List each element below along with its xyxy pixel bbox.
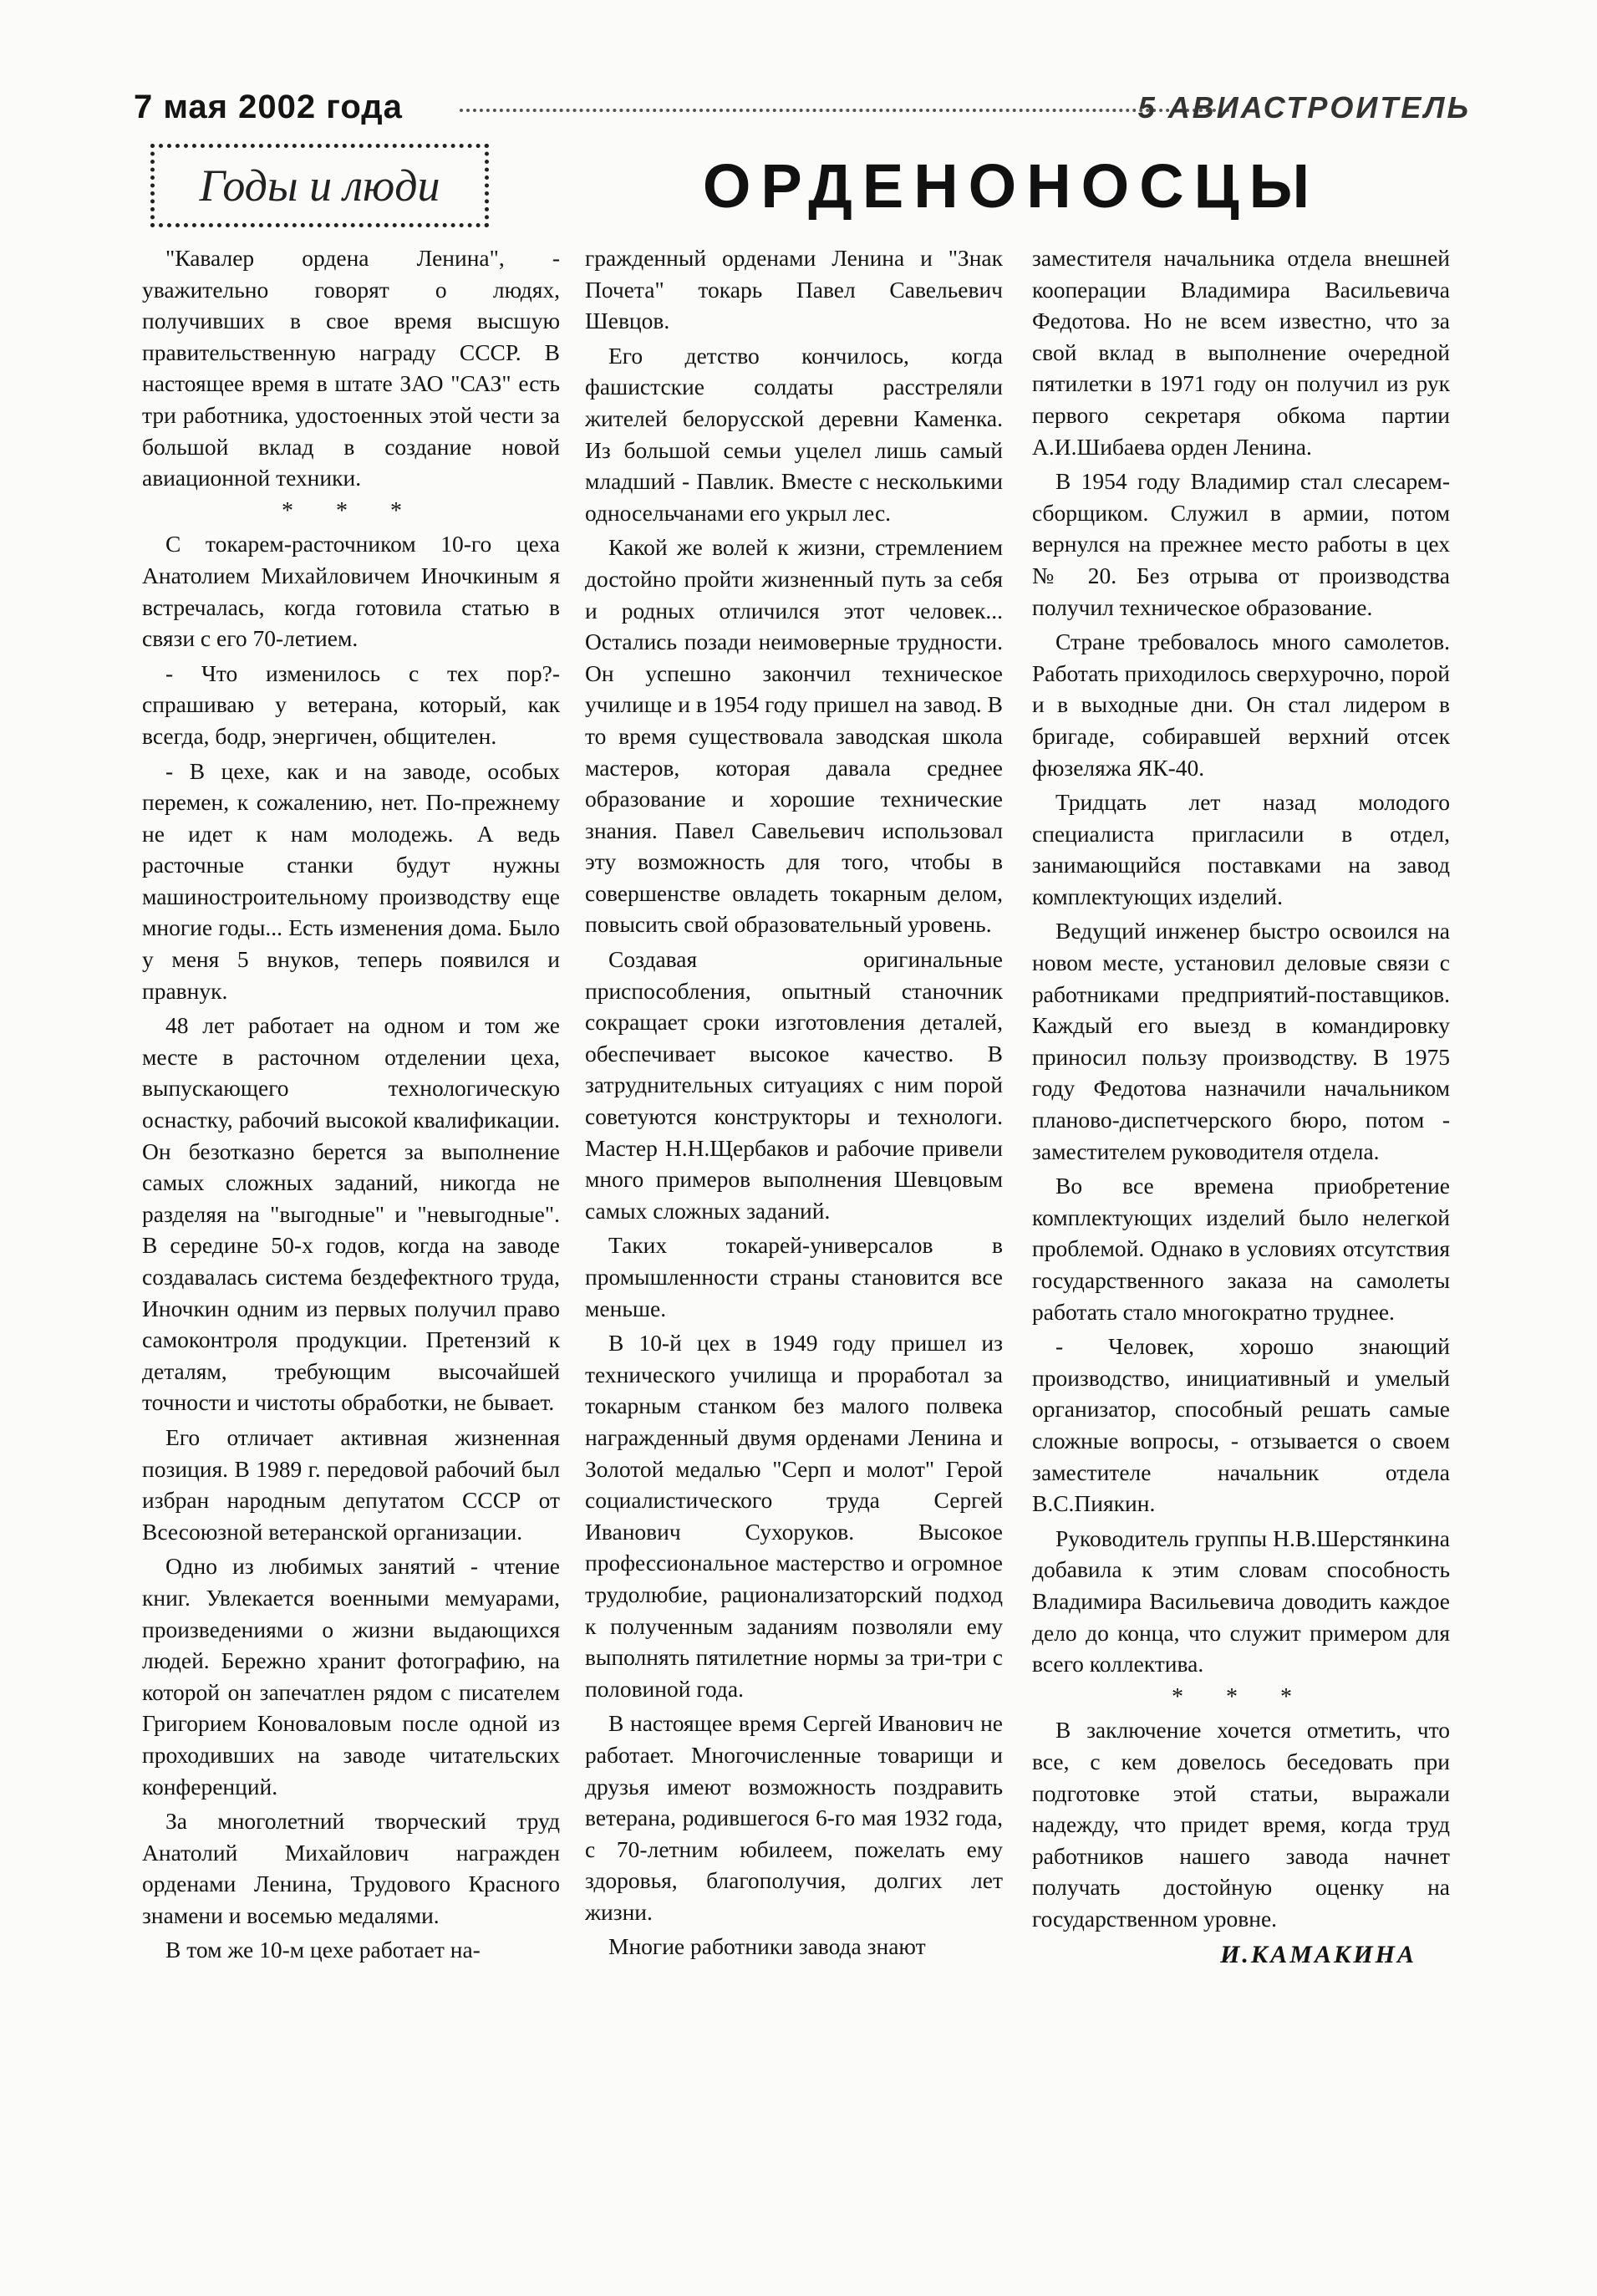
paragraph: В настоящее время Сергей Иванович не работает. Многочисленные товарищи и друзья имеют возможность поздравить ветерана, родившегося 6-го мая 1932 года, с 70-летним юбилеем, пожелать ему здоровья, благополучия, долгих лет жизни.: [585, 1710, 1003, 1925]
paragraph: Тридцать лет назад молодого специалиста пригласили в отдел, занимающийся поставками на завод комплектующих изделий.: [1032, 789, 1450, 909]
paragraph: - Что изменилось с тех пор?- спрашиваю у ветерана, который, как всегда, бодр, энергичен, общителен.: [142, 659, 560, 749]
header-divider: [460, 109, 1237, 112]
publication-name: 5 АВИАСТРОИТЕЛЬ: [1137, 90, 1471, 125]
issue-date: 7 мая 2002 года: [134, 89, 403, 125]
paragraph: В заключение хочется отметить, что все, с кем довелось беседовать при подготовке этой статьи, выражали надежду, что придет время, когда труд работников нашего завода начнет получать достойную оценку на государственном уровне.: [1032, 1717, 1450, 1932]
paragraph: Какой же волей к жизни, стремлением достойно пройти жизненный путь за себя и родных отличился этот человек... Остались позади неимоверные трудности. Он успешно закончил техническое училище и в 1954 году пришел на завод. В то время существовала заводская школа мастеров, которая давала среднее образование и хорошие технические знания. Павел Савельевич использовал эту возможность для того, чтобы в совершенстве овладеть токарным делом, повысить свой образовательный уровень.: [585, 534, 1003, 938]
author-signature: И.КАМАКИНА: [1220, 1941, 1416, 1969]
paragraph: гражденный орденами Ленина и "Знак Почета" токарь Павел Савельевич Шевцов.: [585, 245, 1003, 334]
article-column-3: [1032, 242, 1450, 1971]
paragraph: Создавая оригинальные приспособления, опытный станочник сокращает сроки изготовления деталей, обеспечивает высокое качество. В затруднительных ситуациях с ним порой советуются конструкторы и технологи. Мастер Н.Н.Щербаков и рабочие привели много примеров выполнения Шевцовым самых сложных заданий.: [585, 946, 1003, 1224]
article-headline: ОРДЕНОНОСЦЫ: [702, 151, 1320, 221]
paragraph: В 10-й цех в 1949 году пришел из технического училища и проработал за токарным станком без малого полвека награжденный двумя орденами Ленина и Золотой медалью "Серп и молот" Герой социалистического труда Сергей Иванович Сухоруков. Высокое профессиональное мастерство и огромное трудолюбие, рационализаторский подход к полученным заданиям позволяли ему выполнять пятилетние нормы за три-три с половиной года.: [585, 1330, 1003, 1702]
paragraph: В том же 10-м цехе работает на-: [165, 1937, 481, 1963]
paragraph: Во все времена приобретение комплектующих изделий было нелегкой проблемой. Однако в условиях отсутствия государственного заказа на самолеты работать стало многократно труднее.: [1032, 1173, 1450, 1325]
paragraph: "Кавалер ордена Ленина", - уважительно говорят о людях, получивших в свое время высшую правительственную награду СССР. В настоящее время в штате ЗАО "САЗ" есть три работника, удостоенных этой чести за большой вклад в создание новой авиационной техники.: [142, 245, 560, 491]
paragraph: С токарем-расточником 10-го цеха Анатолием Михайловичем Иночкиным я встречалась, когда готовила статью в связи с его 70-летием.: [142, 531, 560, 652]
paragraph: За многолетний творческий труд Анатолий Михайлович награжден орденами Ленина, Трудового Красного знамени и восемью медалями.: [142, 1808, 560, 1928]
section-separator: * * *: [282, 497, 420, 524]
paragraph: Многие работники завода знают: [608, 1933, 926, 1960]
paragraph: Таких токарей-универсалов в промышленности страны становится все меньше.: [585, 1232, 1003, 1321]
section-label-box: [150, 144, 489, 227]
article-column-1: [142, 242, 560, 1966]
page-header: [134, 84, 1471, 142]
section-title: Годы и люди: [199, 160, 440, 211]
paragraph: Его отличает активная жизненная позиция. В 1989 г. передовой рабочий был избран народным депутатом СССР от Всесоюзной ветеранской организации.: [142, 1423, 560, 1545]
article-column-2: [585, 242, 1003, 1963]
paragraph: Одно из любимых занятий - чтение книг. Увлекается военными мемуарами, произведениями о жизни выдающихся людей. Бережно хранит фотографию, на которой он запечатлен рядом с писателем Григорием Коноваловым после одной из проходивших на заводе читательских конференций.: [142, 1553, 560, 1800]
paragraph: - Человек, хорошо знающий производство, инициативный и умелый организатор, способный решать самые сложные вопросы, - отзывается о своем заместителе начальник отдела В.С.Пиякин.: [1032, 1333, 1450, 1517]
paragraph: В 1954 году Владимир стал слесарем-сборщиком. Служил в армии, потом вернулся на прежнее место работы в цех № 20. Без отрыва от производства получил техническое образование.: [1032, 468, 1450, 620]
section-separator: * * *: [1172, 1683, 1310, 1710]
paragraph: Его детство кончилось, когда фашистские солдаты расстреляли жителей белорусской деревни Каменка. Из большой семьи уцелел лишь самый младший - Павлик. Вместе с несколькими односельчанами его укрыл лес.: [585, 342, 1003, 526]
paragraph: Стране требовалось много самолетов. Работать приходилось сверхурочно, порой и в выходные дни. Он стал лидером в бригаде, собиравшей верхний отсек фюзеляжа ЯК-40.: [1032, 629, 1450, 781]
paragraph: заместителя начальника отдела внешней кооперации Владимира Васильевича Федотова. Но не всем известно, что за свой вклад в выполнение очередной пятилетки в 1971 году он получил из рук первого секретаря обкома партии А.И.Шибаева орден Ленина.: [1032, 245, 1450, 460]
paragraph: - В цехе, как и на заводе, особых перемен, к сожалению, нет. По-прежнему не идет к нам молодежь. А ведь расточные станки будут нужны машиностроительному производству еще многие годы... Есть изменения дома. Было у меня 5 внуков, теперь появился и правнук.: [142, 757, 560, 1004]
paragraph: 48 лет работает на одном и том же месте в расточном отделении цеха, выпускающего технологическую оснастку, рабочий высокой квалификации. Он безотказно берется за выполнение самых сложных заданий, никогда не разделяя на "выгодные" и "невыгодные". В середине 50-х годов, когда на заводе создавалась система бездефектного труда, Иночкин одним из первых получил право самоконтроля продукции. Претензий к деталям, требующим высочайшей точности и чистоты обработки, не бывает.: [142, 1012, 560, 1416]
paragraph: Руководитель группы Н.В.Шерстянкина добавила к этим словам способность Владимира Васильевича доводить каждое дело до конца, что служит примером для всего коллектива.: [1032, 1525, 1450, 1677]
paragraph: Ведущий инженер быстро освоился на новом месте, установил деловые связи с работниками предприятий-поставщиков. Каждый его выезд в командировку приносил пользу производству. В 1975 году Федотова назначили начальником планово-диспетчерского бюро, потом - заместителем руководителя отдела.: [1032, 918, 1450, 1164]
